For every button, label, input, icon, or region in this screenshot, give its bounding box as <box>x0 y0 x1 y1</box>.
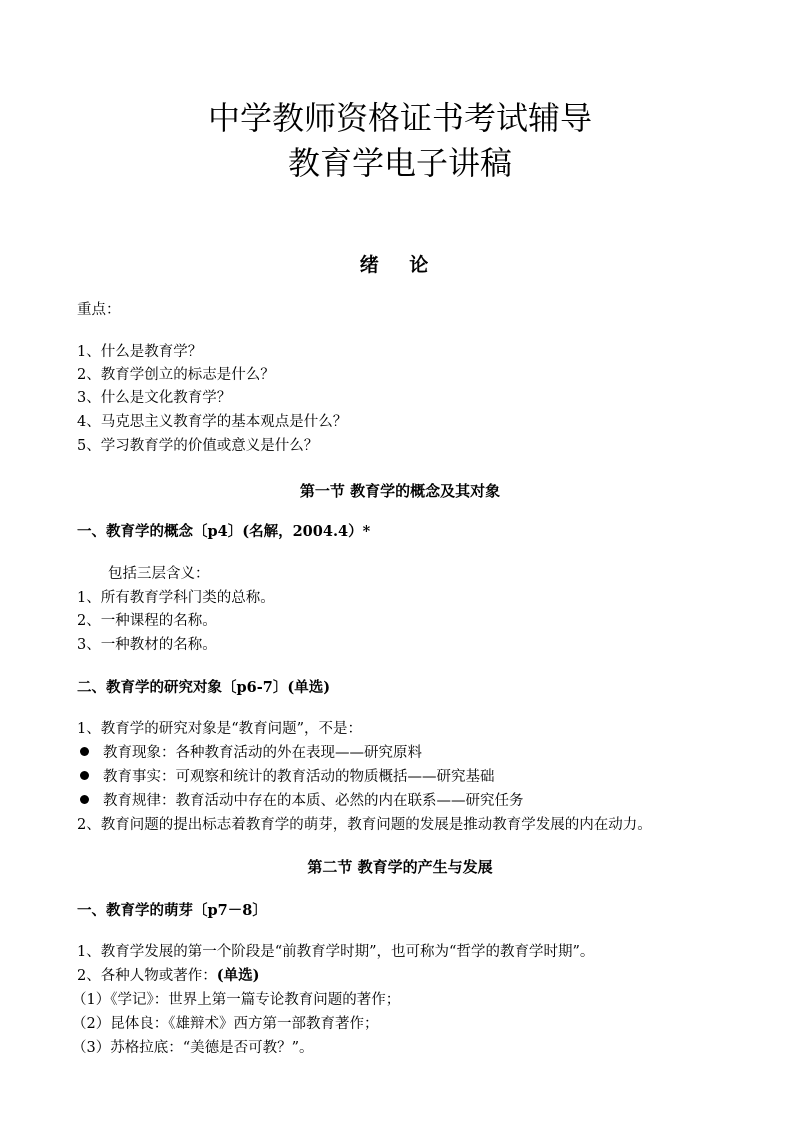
section-2-part-1-heading: 一、教育学的萌芽〔p7－8〕 <box>77 902 267 919</box>
line-2-prefix: 2、各种人物或著作： <box>77 968 217 984</box>
key-points-label: 重点： <box>77 302 121 318</box>
key-point-2: 2、教育学创立的标志是什么？ <box>77 367 275 383</box>
section-1-part-1-item-2: 2、一种课程的名称。 <box>77 613 217 629</box>
bullet-icon <box>80 771 89 780</box>
section-2-part-1-line-2 <box>77 965 259 987</box>
list-item <box>80 790 524 812</box>
section-2-part-1-item-2: （2）昆体良：《雄辩术》西方第一部教育著作； <box>72 1016 379 1032</box>
chapter-heading: 绪 论 <box>359 254 441 276</box>
section-1-part-2-line-1: 1、教育学的研究对象是“教育问题”，不是： <box>77 721 363 737</box>
key-point-3: 3、什么是文化教育学？ <box>77 390 232 406</box>
section-1-part-1-item-1: 1、所有教育学科门类的总称。 <box>77 590 275 606</box>
bullet-text-1: 教育现象：各种教育活动的外在表现——研究原料 <box>103 745 422 761</box>
section-1-part-1-intro: 包括三层含义： <box>108 566 210 582</box>
list-item <box>80 742 422 764</box>
section-2-part-1-item-1: （1）《学记》：世界上第一篇专论教育问题的著作； <box>72 992 401 1008</box>
section-2-part-1-line-1: 1、教育学发展的第一个阶段是“前教育学时期”，也可称为“哲学的教育学时期”。 <box>77 944 595 960</box>
document-title-line-2: 教育学电子讲稿 <box>287 144 512 182</box>
bullet-text-3: 教育规律：教育活动中存在的本质、必然的内在联系——研究任务 <box>103 793 524 809</box>
key-point-5: 5、学习教育学的价值或意义是什么？ <box>77 438 319 454</box>
bullet-icon <box>80 795 89 804</box>
section-2-part-1-item-3: （3）苏格拉底：“美德是否可教？”。 <box>72 1040 314 1056</box>
document-title-line-1: 中学教师资格证书考试辅导 <box>207 99 592 137</box>
bullet-icon <box>80 747 89 756</box>
section-1-part-2-line-2: 2、教育问题的提出标志着教育学的萌芽，教育问题的发展是推动教育学发展的内在动力。 <box>77 817 652 833</box>
section-1-part-1-item-3: 3、一种教材的名称。 <box>77 637 217 653</box>
line-2-tag: (单选) <box>216 967 260 984</box>
key-point-4: 4、马克思主义教育学的基本观点是什么？ <box>77 414 348 430</box>
section-1-title: 第一节 教育学的概念及其对象 <box>299 482 501 500</box>
section-1-part-1-heading: 一、教育学的概念〔p4〕(名解，2004.4）* <box>77 523 371 540</box>
key-point-1: 1、什么是教育学？ <box>77 344 203 360</box>
section-1-part-2-heading: 二、教育学的研究对象〔p6-7〕(单选) <box>77 679 331 696</box>
section-2-title: 第二节 教育学的产生与发展 <box>307 858 493 876</box>
bullet-text-2: 教育事实：可观察和统计的教育活动的物质概括——研究基础 <box>103 769 495 785</box>
list-item <box>80 766 495 788</box>
